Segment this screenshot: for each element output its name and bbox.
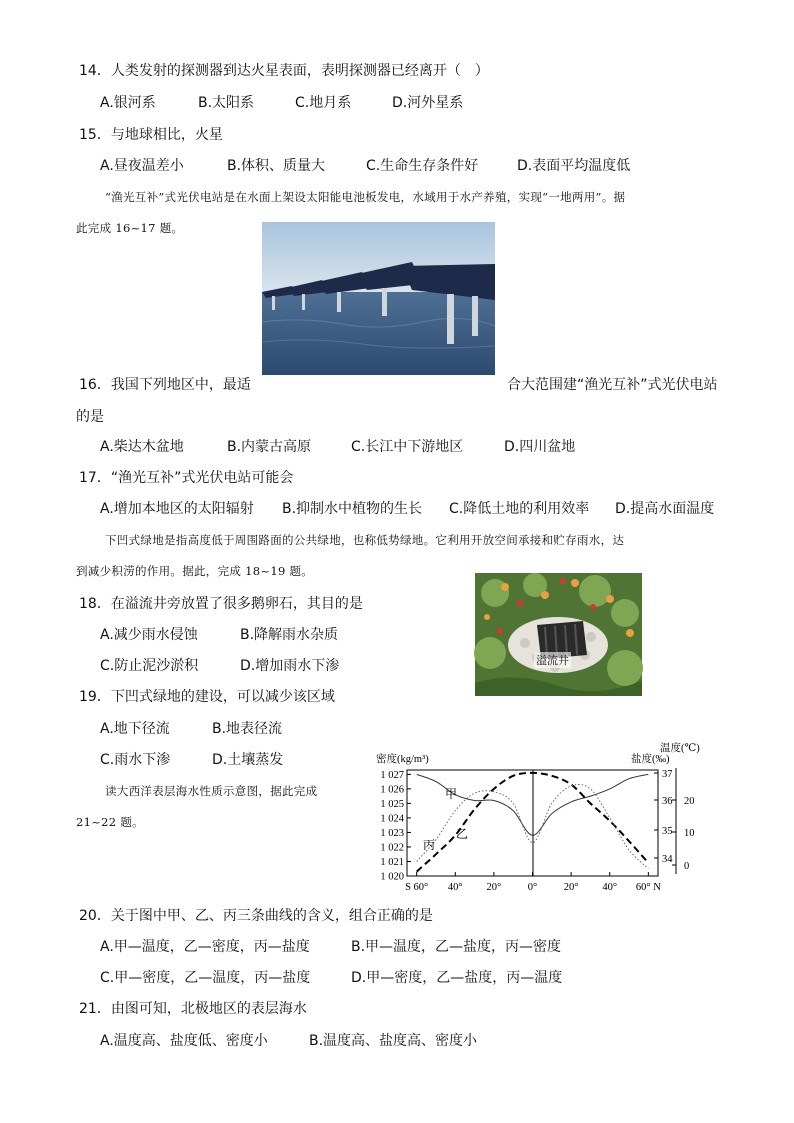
q18-stem: 18．在溢流井旁放置了很多鹅卵石，其目的是 xyxy=(79,596,363,612)
q15-option-b: B.体积、质量大 xyxy=(227,158,326,174)
salinity-tick-label: 34 xyxy=(662,854,673,865)
q21-stem: 21．由图可知，北极地区的表层海水 xyxy=(79,1001,307,1017)
salinity-ticks xyxy=(654,769,673,865)
intro-18-19-line2: 到减少积涝的作用。据此，完成 18~19 题。 xyxy=(76,564,314,578)
q21-option-b: B.温度高、盐度高、密度小 xyxy=(309,1033,478,1049)
q19-option-a: A.地下径流 xyxy=(100,721,170,737)
q17-option-a: A.增加本地区的太阳辐射 xyxy=(100,501,254,517)
salinity-tick-label: 37 xyxy=(662,769,673,780)
overflow-well-photo xyxy=(475,573,642,696)
intro-20-21-line1: 读大西洋表层海水性质示意图，据此完成 xyxy=(105,784,318,798)
density-tick-label: 1 026 xyxy=(380,784,404,796)
intro-16-17-line2: 此完成 16~17 题。 xyxy=(76,221,184,235)
salinity-tick-label: 35 xyxy=(662,826,673,837)
q15-option-d: D.表面平均温度低 xyxy=(517,158,631,174)
latitude-tick-label: 60° N xyxy=(635,882,661,893)
overflow-well-label: 溢流井 xyxy=(536,654,569,667)
intro-16-17-line1: “渔光互补”式光伏电站是在水面上架设太阳能电池板发电，水域用于水产养殖，实现“一地两用”。据 xyxy=(105,190,626,204)
latitude-tick-label: 20° xyxy=(563,882,579,893)
latitude-tick-label: 20° xyxy=(486,882,502,893)
density-ticks xyxy=(380,770,411,883)
q14-option-b: B.太阳系 xyxy=(198,95,255,111)
q15-option-a: A.昼夜温差小 xyxy=(100,158,184,174)
density-tick-label: 1 022 xyxy=(380,842,404,854)
q17-stem: 17．“渔光互补”式光伏电站可能会 xyxy=(79,470,294,486)
salinity-tick-label: 36 xyxy=(662,796,673,807)
q15-option-c: C.生命生存条件好 xyxy=(366,158,479,174)
curve-label-bing: 丙 xyxy=(423,838,436,852)
atlantic-surface-water-chart xyxy=(370,740,700,895)
q16-stem-line2: 的是 xyxy=(76,409,104,425)
q16-stem-right: 合大范围建“渔光互补”式光伏电站 xyxy=(507,377,718,393)
q16-option-d: D.四川盆地 xyxy=(504,439,576,455)
latitude-tick-label: S 60° xyxy=(405,882,429,893)
q19-option-c: C.雨水下渗 xyxy=(100,752,171,768)
density-axis-label: 密度(kg/m³) xyxy=(376,754,429,765)
latitude-tick-label: 40° xyxy=(602,882,618,893)
q14-option-a: A.银河系 xyxy=(100,95,156,111)
curve-label-yi: 乙 xyxy=(456,827,469,841)
q15-stem: 15．与地球相比，火星 xyxy=(79,127,223,143)
density-tick-label: 1 025 xyxy=(380,798,404,810)
q14-stem: 14．人类发射的探测器到达火星表面，表明探测器已经离开（ ） xyxy=(79,63,489,79)
q17-option-c: C.降低土地的利用效率 xyxy=(449,501,590,517)
q19-option-d: D.土壤蒸发 xyxy=(212,752,284,768)
density-tick-label: 1 020 xyxy=(380,871,404,883)
latitude-tick-label: 40° xyxy=(447,882,463,893)
density-tick-label: 1 027 xyxy=(380,769,404,781)
solar-panel-photo xyxy=(262,222,495,375)
q18-option-b: B.降解雨水杂质 xyxy=(240,627,339,643)
temperature-ticks xyxy=(672,768,695,874)
q20-option-c: C.甲—密度，乙—温度，丙—盐度 xyxy=(100,970,311,986)
q14-option-c: C.地月系 xyxy=(295,95,352,111)
temperature-tick-label: 20 xyxy=(684,796,695,807)
intro-18-19-line1: 下凹式绿地是指高度低于周围路面的公共绿地，也称低势绿地。它利用开放空间承接和贮存雨水，达 xyxy=(105,533,625,547)
q19-stem: 19．下凹式绿地的建设，可以减少该区域 xyxy=(79,689,335,705)
salinity-axis-label: 盐度(‰) xyxy=(631,754,670,765)
q18-option-c: C.防止泥沙淤积 xyxy=(100,658,199,674)
q18-option-a: A.减少雨水侵蚀 xyxy=(100,627,198,643)
density-tick-label: 1 023 xyxy=(380,827,404,839)
temperature-tick-label: 0 xyxy=(684,861,690,872)
latitude-tick-label: 0° xyxy=(527,882,538,893)
q21-option-a: A.温度高、盐度低、密度小 xyxy=(100,1033,268,1049)
q17-option-d: D.提高水面温度 xyxy=(615,501,715,517)
density-tick-label: 1 024 xyxy=(380,813,404,825)
q20-option-b: B.甲—温度，乙—盐度，丙—密度 xyxy=(351,939,562,955)
q16-option-b: B.内蒙古高原 xyxy=(227,439,312,455)
density-tick-label: 1 021 xyxy=(380,856,404,868)
q20-option-d: D.甲—密度，乙—盐度，丙—温度 xyxy=(351,970,563,986)
temperature-axis-label: 温度(℃) xyxy=(660,743,700,754)
q18-option-d: D.增加雨水下渗 xyxy=(240,658,340,674)
q16-option-c: C.长江中下游地区 xyxy=(351,439,464,455)
q16-stem-left: 16．我国下列地区中，最适 xyxy=(79,377,251,393)
q20-option-a: A.甲—温度，乙—密度，丙—盐度 xyxy=(100,939,310,955)
curve-label-jia: 甲 xyxy=(445,787,458,801)
q14-option-d: D.河外星系 xyxy=(392,95,464,111)
intro-20-21-line2: 21~22 题。 xyxy=(76,815,144,829)
q20-stem: 20．关于图中甲、乙、丙三条曲线的含义，组合正确的是 xyxy=(79,908,433,924)
q16-option-a: A.柴达木盆地 xyxy=(100,439,184,455)
q17-option-b: B.抑制水中植物的生长 xyxy=(282,501,423,517)
q19-option-b: B.地表径流 xyxy=(212,721,283,737)
temperature-tick-label: 10 xyxy=(684,828,695,839)
